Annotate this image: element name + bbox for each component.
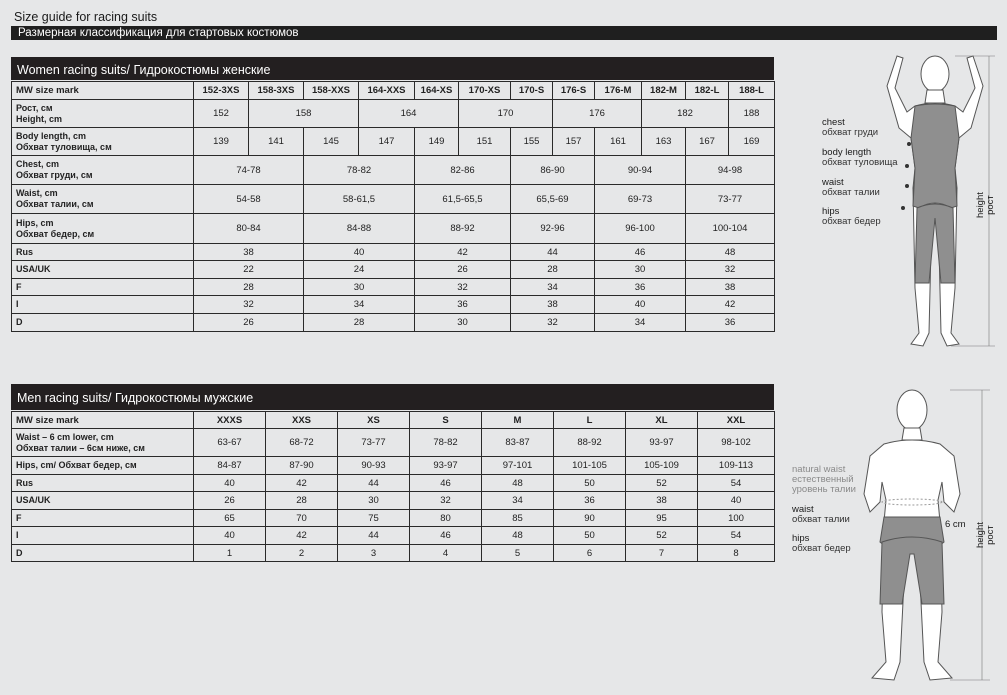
table-cell: 34 xyxy=(304,296,415,314)
table-cell: 38 xyxy=(686,279,775,296)
row-label: Waist, cm Обхват талии, см xyxy=(12,185,194,214)
row-label: F xyxy=(12,510,194,527)
table-row xyxy=(12,244,775,261)
table-cell: 151 xyxy=(459,128,511,156)
row-label: I xyxy=(12,527,194,545)
table-row xyxy=(12,475,775,492)
women-chest-label: chest обхват груди xyxy=(822,117,879,138)
table-cell: 164-XS xyxy=(415,82,459,100)
table-row xyxy=(12,214,775,244)
table-cell: 50 xyxy=(554,527,626,545)
table-cell: 78-82 xyxy=(410,429,482,457)
table-cell: 74-78 xyxy=(194,156,304,185)
table-cell: 158 xyxy=(249,100,359,128)
table-cell: 84-88 xyxy=(304,214,415,244)
table-cell: 101-105 xyxy=(554,457,626,475)
table-cell: 40 xyxy=(194,527,266,545)
table-row xyxy=(12,527,775,545)
table-cell: XS xyxy=(338,412,410,429)
row-label: F xyxy=(12,279,194,296)
row-label: Рост, см Height, cm xyxy=(12,100,194,128)
table-cell: 82-86 xyxy=(415,156,511,185)
table-cell: 48 xyxy=(482,475,554,492)
table-cell: 30 xyxy=(595,261,686,279)
title-english: Size guide for racing suits xyxy=(14,10,158,24)
table-cell: 63-67 xyxy=(194,429,266,457)
table-cell: 68-72 xyxy=(266,429,338,457)
table-cell: 167 xyxy=(686,128,729,156)
table-cell: 176 xyxy=(553,100,642,128)
table-row xyxy=(12,100,775,128)
table-cell: 44 xyxy=(338,475,410,492)
table-cell: 42 xyxy=(686,296,775,314)
table-cell: 86-90 xyxy=(511,156,595,185)
table-cell: 5 xyxy=(482,545,554,562)
table-cell: 84-87 xyxy=(194,457,266,475)
table-cell: 38 xyxy=(511,296,595,314)
table-cell: 34 xyxy=(595,314,686,332)
row-label: D xyxy=(12,545,194,562)
table-cell: 141 xyxy=(249,128,304,156)
table-cell: 8 xyxy=(698,545,775,562)
table-cell: 90-94 xyxy=(595,156,686,185)
table-cell: 52 xyxy=(626,475,698,492)
table-cell: 42 xyxy=(266,527,338,545)
table-cell: 65 xyxy=(194,510,266,527)
title-russian-bar: Размерная классификация для стартовых костюмов xyxy=(11,26,997,40)
table-cell: 40 xyxy=(194,475,266,492)
table-cell: 94-98 xyxy=(686,156,775,185)
women-table-title: Women racing suits/ Гидрокостюмы женские xyxy=(11,57,774,80)
table-cell: 22 xyxy=(194,261,304,279)
table-cell: 46 xyxy=(410,527,482,545)
table-cell: 32 xyxy=(415,279,511,296)
row-label: MW size mark xyxy=(12,82,194,100)
table-cell: 97-101 xyxy=(482,457,554,475)
table-cell: 73-77 xyxy=(686,185,775,214)
table-cell: 92-96 xyxy=(511,214,595,244)
men-size-table xyxy=(11,411,775,562)
table-cell: 182 xyxy=(642,100,729,128)
table-cell: 7 xyxy=(626,545,698,562)
table-cell: 100-104 xyxy=(686,214,775,244)
table-cell: XXS xyxy=(266,412,338,429)
table-cell: S xyxy=(410,412,482,429)
table-cell: 90-93 xyxy=(338,457,410,475)
row-label: Chest, cm Обхват груди, см xyxy=(12,156,194,185)
row-label: USA/UK xyxy=(12,261,194,279)
table-cell: XXL xyxy=(698,412,775,429)
table-cell: 152-3XS xyxy=(194,82,249,100)
table-row xyxy=(12,185,775,214)
table-cell: 38 xyxy=(194,244,304,261)
table-cell: 176-S xyxy=(553,82,595,100)
table-row xyxy=(12,261,775,279)
men-waist-label: waist обхват талии xyxy=(792,504,850,525)
table-cell: XL xyxy=(626,412,698,429)
table-cell: 105-109 xyxy=(626,457,698,475)
table-cell: 88-92 xyxy=(554,429,626,457)
table-cell: 2 xyxy=(266,545,338,562)
table-cell: M xyxy=(482,412,554,429)
row-label: D xyxy=(12,314,194,332)
table-row xyxy=(12,296,775,314)
table-row xyxy=(12,156,775,185)
table-cell: 147 xyxy=(359,128,415,156)
table-cell: 1 xyxy=(194,545,266,562)
row-label: MW size mark xyxy=(12,412,194,429)
table-cell: 182-L xyxy=(686,82,729,100)
table-cell: 95 xyxy=(626,510,698,527)
table-cell: 155 xyxy=(511,128,553,156)
table-cell: 42 xyxy=(415,244,511,261)
men-hips-label: hips обхват бедер xyxy=(792,533,851,554)
table-cell: 26 xyxy=(415,261,511,279)
table-cell: 30 xyxy=(304,279,415,296)
table-cell: 58-61,5 xyxy=(304,185,415,214)
table-cell: L xyxy=(554,412,626,429)
table-cell: 169 xyxy=(729,128,775,156)
table-cell: 170 xyxy=(459,100,553,128)
table-cell: 44 xyxy=(511,244,595,261)
table-cell: 32 xyxy=(511,314,595,332)
table-cell: 152 xyxy=(194,100,249,128)
table-cell: 32 xyxy=(686,261,775,279)
row-label: Rus xyxy=(12,244,194,261)
table-cell: 3 xyxy=(338,545,410,562)
table-cell: 46 xyxy=(595,244,686,261)
table-cell: 163 xyxy=(642,128,686,156)
row-label: Body length, cm Обхват туловища, см xyxy=(12,128,194,156)
row-label: Waist – 6 cm lower, cm Обхват талии – 6см ниже, см xyxy=(12,429,194,457)
women-size-table xyxy=(11,81,775,332)
table-row xyxy=(12,457,775,475)
table-cell: 46 xyxy=(410,475,482,492)
table-cell: 65,5-69 xyxy=(511,185,595,214)
table-cell: 40 xyxy=(304,244,415,261)
women-hips-label: hips обхват бедер xyxy=(822,206,881,227)
table-cell: 145 xyxy=(304,128,359,156)
women-waist-label: waist обхват талии xyxy=(822,177,880,198)
table-cell: 164 xyxy=(359,100,459,128)
table-cell: 70 xyxy=(266,510,338,527)
table-cell: 48 xyxy=(482,527,554,545)
men-height-label: height рост xyxy=(975,522,996,548)
row-label: Hips, cm/ Обхват бедер, см xyxy=(12,457,194,475)
table-cell: 40 xyxy=(595,296,686,314)
table-cell: 98-102 xyxy=(698,429,775,457)
table-cell: 32 xyxy=(194,296,304,314)
table-cell: 80-84 xyxy=(194,214,304,244)
table-cell: 182-M xyxy=(642,82,686,100)
table-cell: 34 xyxy=(482,492,554,510)
table-cell: 36 xyxy=(595,279,686,296)
table-row xyxy=(12,314,775,332)
table-cell: 40 xyxy=(698,492,775,510)
table-cell: 149 xyxy=(415,128,459,156)
table-cell: 80 xyxy=(410,510,482,527)
women-height-label: height рост xyxy=(975,192,996,218)
table-cell: 28 xyxy=(304,314,415,332)
table-cell: 87-90 xyxy=(266,457,338,475)
women-body-length-label: body length обхват туловища xyxy=(822,147,898,168)
table-cell: 93-97 xyxy=(410,457,482,475)
table-cell: 48 xyxy=(686,244,775,261)
table-row xyxy=(12,82,775,100)
men-natural-waist-label: natural waist естественный уровень талии xyxy=(792,464,856,495)
table-cell: 6 xyxy=(554,545,626,562)
table-cell: 38 xyxy=(626,492,698,510)
table-cell: 170-S xyxy=(511,82,553,100)
table-cell: 50 xyxy=(554,475,626,492)
table-cell: 36 xyxy=(686,314,775,332)
table-cell: 90 xyxy=(554,510,626,527)
men-table-title: Men racing suits/ Гидрокостюмы мужские xyxy=(11,384,774,410)
table-cell: 73-77 xyxy=(338,429,410,457)
row-label: I xyxy=(12,296,194,314)
table-cell: 157 xyxy=(553,128,595,156)
table-row xyxy=(12,510,775,527)
table-row xyxy=(12,429,775,457)
table-cell: 42 xyxy=(266,475,338,492)
table-row xyxy=(12,412,775,429)
table-cell: 188 xyxy=(729,100,775,128)
table-cell: 26 xyxy=(194,314,304,332)
table-cell: 30 xyxy=(338,492,410,510)
row-label: USA/UK xyxy=(12,492,194,510)
men-offset-label: 6 cm xyxy=(945,519,966,530)
table-row xyxy=(12,279,775,296)
table-cell: 4 xyxy=(410,545,482,562)
table-cell: 158-3XS xyxy=(249,82,304,100)
table-cell: 88-92 xyxy=(415,214,511,244)
table-cell: 96-100 xyxy=(595,214,686,244)
table-cell: 61,5-65,5 xyxy=(415,185,511,214)
table-cell: 26 xyxy=(194,492,266,510)
table-cell: 188-L xyxy=(729,82,775,100)
table-row xyxy=(12,492,775,510)
table-cell: 170-XS xyxy=(459,82,511,100)
table-cell: XXXS xyxy=(194,412,266,429)
row-label: Hips, cm Обхват бедер, см xyxy=(12,214,194,244)
table-cell: 69-73 xyxy=(595,185,686,214)
table-cell: 28 xyxy=(194,279,304,296)
table-cell: 139 xyxy=(194,128,249,156)
table-cell: 32 xyxy=(410,492,482,510)
table-cell: 85 xyxy=(482,510,554,527)
table-cell: 30 xyxy=(415,314,511,332)
table-cell: 28 xyxy=(266,492,338,510)
table-cell: 54 xyxy=(698,527,775,545)
table-cell: 164-XXS xyxy=(359,82,415,100)
table-cell: 75 xyxy=(338,510,410,527)
table-cell: 54 xyxy=(698,475,775,492)
table-cell: 100 xyxy=(698,510,775,527)
table-cell: 93-97 xyxy=(626,429,698,457)
table-cell: 109-113 xyxy=(698,457,775,475)
table-cell: 44 xyxy=(338,527,410,545)
table-cell: 158-XXS xyxy=(304,82,359,100)
table-cell: 83-87 xyxy=(482,429,554,457)
table-cell: 36 xyxy=(415,296,511,314)
table-cell: 34 xyxy=(511,279,595,296)
table-cell: 52 xyxy=(626,527,698,545)
table-row xyxy=(12,545,775,562)
table-cell: 28 xyxy=(511,261,595,279)
table-cell: 78-82 xyxy=(304,156,415,185)
row-label: Rus xyxy=(12,475,194,492)
table-row xyxy=(12,128,775,156)
table-cell: 24 xyxy=(304,261,415,279)
table-cell: 54-58 xyxy=(194,185,304,214)
table-cell: 161 xyxy=(595,128,642,156)
table-cell: 36 xyxy=(554,492,626,510)
table-cell: 176-M xyxy=(595,82,642,100)
